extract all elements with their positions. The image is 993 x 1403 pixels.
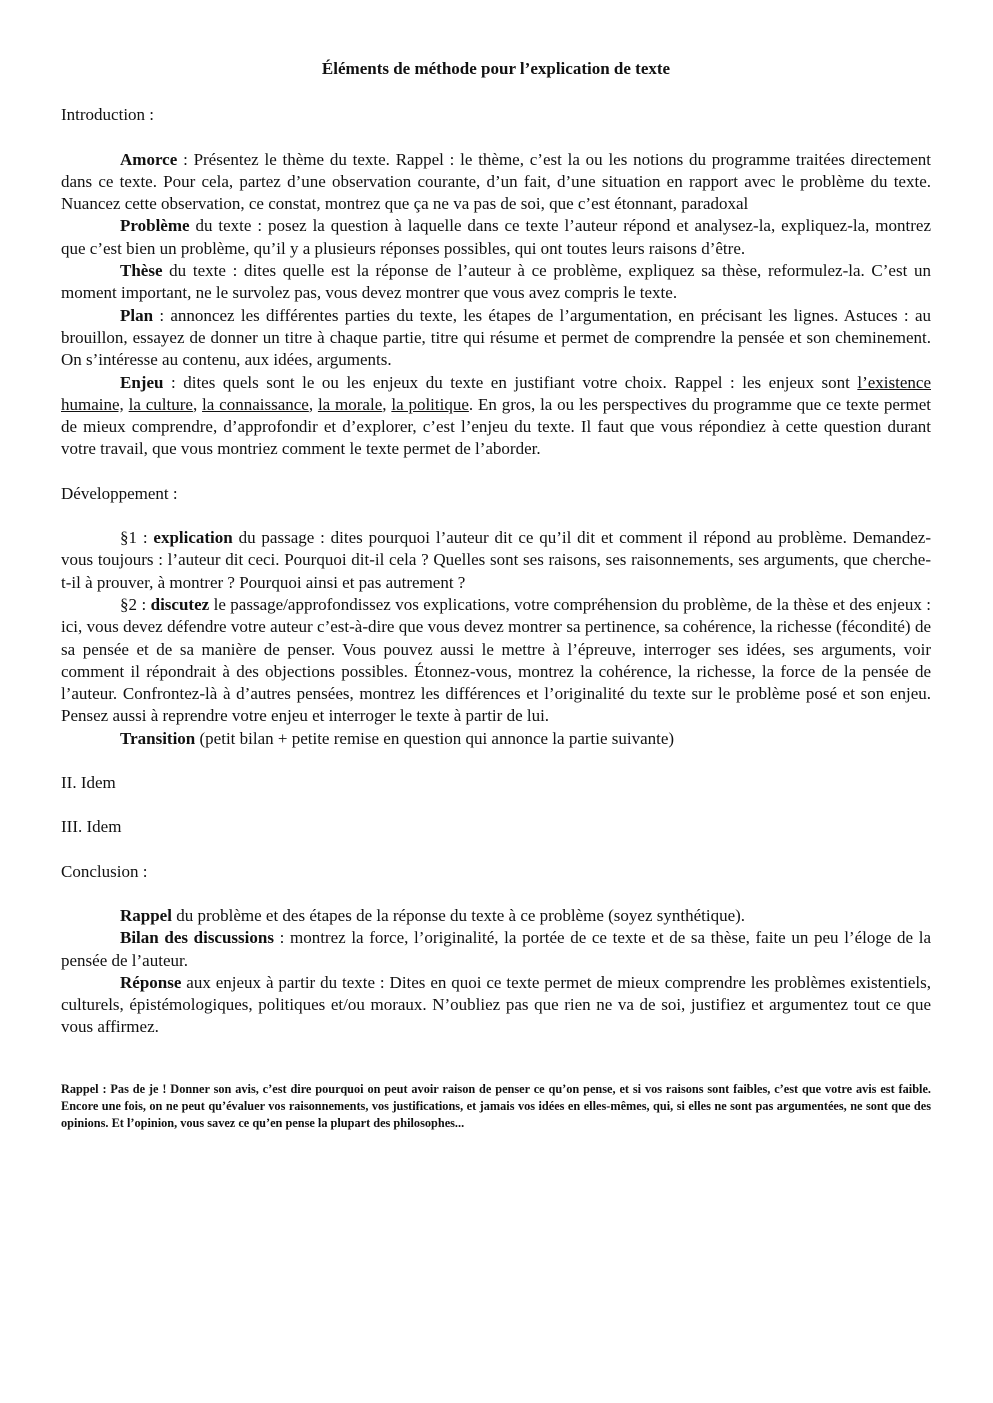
- rappel-text: du problème et des étapes de la réponse du texte à ce problème (soyez synthétique).: [171, 905, 746, 925]
- amorce-term: Amorce: [120, 149, 178, 169]
- enjeu-link-culture: la culture: [128, 394, 193, 414]
- reponse-paragraph: [61, 972, 931, 1039]
- bilan-text: : montrez la force, l’originalité, la portée de ce texte et de sa thèse, faite un peu l’éloge de la pensée de l’auteur.: [61, 928, 931, 970]
- developpement-section: [61, 527, 931, 750]
- explication-text: du passage : dites pourquoi l’auteur dit ce qu’il dit et comment il répond au problème. Demandez-vous toujours : l’auteur dit ceci. Pourquoi dit-il cela ? Quelles sont ses raisons, ses raisonnements, ses arguments, que cherche-t-il à prouver, à montrer ? Pourquoi ainsi et pas autrement ?: [61, 528, 931, 592]
- part-two-heading: II. Idem: [61, 773, 116, 793]
- bilan-term: Bilan des discussions: [120, 928, 274, 948]
- transition-term: Transition: [120, 728, 196, 748]
- paragraph-number: §2 :: [120, 594, 151, 614]
- rappel-term: Rappel: [120, 905, 172, 925]
- transition-paragraph: [61, 728, 931, 750]
- document-page: [61, 58, 931, 1132]
- these-text: du texte : dites quelle est la réponse de l’auteur à ce problème, expliquez sa thèse, reformulez-la. C’est un moment important, ne le survolez pas, vous devez montrer que vous avez compris le texte.: [61, 261, 931, 303]
- separator: ,: [382, 394, 392, 414]
- probleme-paragraph: [61, 215, 931, 260]
- enjeu-link-existence: l’existence humaine,: [61, 372, 931, 414]
- amorce-text: : Présentez le thème du texte. Rappel : le thème, c’est la ou les notions du programme traitées directement dans ce texte. Pour cela, partez d’une observation courante, d’un fait, d’une situation en rapport avec le problème du texte. Nuancez cette observation, ce constat, montrez que ça ne va pas de soi, que c’est étonnant, paradoxal: [61, 149, 931, 214]
- explication-term: explication: [153, 528, 233, 548]
- enjeu-link-connaissance: la connaissance: [202, 394, 309, 414]
- introduction-heading: Introduction :: [61, 105, 155, 125]
- separator: ,: [308, 394, 318, 414]
- bilan-paragraph: [61, 927, 931, 972]
- reponse-term: Réponse: [120, 972, 182, 992]
- part-three-heading: III. Idem: [61, 817, 122, 837]
- amorce-paragraph: [61, 149, 931, 216]
- plan-text: : annoncez les différentes parties du texte, les étapes de l’argumentation, en précisant les lignes. Astuces : au brouillon, essayez de donner un titre à chaque partie, titre qui résume et permet de comprendre la pensée et son cheminement. On s’intéresse au contenu, aux idées, arguments.: [61, 305, 931, 370]
- enjeu-paragraph: [61, 372, 931, 461]
- these-term: Thèse: [120, 261, 163, 281]
- introduction-section: [61, 149, 931, 461]
- conclusion-section: [61, 905, 931, 1039]
- discutez-paragraph: [61, 594, 931, 728]
- rappel-paragraph: [61, 905, 931, 927]
- reponse-text: aux enjeux à partir du texte : Dites en quoi ce texte permet de mieux comprendre les problèmes existentiels, culturels, épistémologiques, politiques et/ou moraux. N’oubliez pas que rien ne va de soi, justifiez et argumentez tout ce que vous affirmez.: [61, 972, 931, 1037]
- transition-text: (petit bilan + petite remise en question qui annonce la partie suivante): [195, 728, 675, 748]
- probleme-text: du texte : posez la question à laquelle dans ce texte l’auteur répond et analysez-la, expliquez-la, montrez que c’est bien un problème, qu’il y a plusieurs réponses possibles, qui ont toutes leurs raisons d’être.: [61, 216, 931, 258]
- discutez-term: discutez: [150, 594, 210, 614]
- enjeu-text-before: : dites quels sont le ou les enjeux du texte en justifiant votre choix. Rappel : les enjeux sont: [163, 372, 858, 392]
- discutez-text: le passage/approfondissez vos explications, votre compréhension du problème, de la thèse et des enjeux : ici, vous devez défendre votre auteur c’est-à-dire que vous devez montrer sa pertinence, sa cohérence, la richesse (fécondité) de sa pensée et de sa manière de penser. Vous pouvez aussi le mettre à l’épreuve, interroger ses idées, ses arguments, voir comment il répondrait à des objections possibles. Étonnez-vous, montrez la cohérence, la richesse, la force de la pensée de l’auteur. Confrontez-là à d’autres pensées, montrez les différences et l’originalité du texte sur le problème posé et son enjeu. Pensez aussi à reprendre votre enjeu et interroger le texte à partir de lui.: [61, 594, 931, 726]
- paragraph-number: §1 :: [120, 528, 154, 548]
- these-paragraph: [61, 260, 931, 305]
- probleme-term: Problème: [120, 216, 190, 236]
- enjeu-text-after: . En gros, la ou les perspectives du programme que ce texte permet de mieux comprendre, d’approfondir et d’explorer, c’est l’enjeu du texte. Il faut que vous répondiez à cette question durant votre travail, que vous montriez comment le texte permet de l’aborder.: [61, 394, 932, 459]
- plan-paragraph: [61, 305, 931, 372]
- plan-term: Plan: [120, 305, 154, 325]
- document-title: Éléments de méthode pour l’explication de texte: [321, 59, 671, 78]
- conclusion-heading: Conclusion :: [61, 861, 148, 881]
- enjeu-link-morale: la morale: [317, 394, 383, 414]
- explication-paragraph: [61, 527, 931, 594]
- enjeu-link-politique: la politique: [391, 394, 469, 414]
- separator: ,: [192, 394, 203, 414]
- enjeu-term: Enjeu: [120, 372, 164, 392]
- developpement-heading: Développement :: [61, 483, 178, 503]
- footnote-reminder: Rappel : Pas de je ! Donner son avis, c’est dire pourquoi on peut avoir raison de penser ce qu’on pense, et si vos raisons sont faibles, c’est que votre avis est faible. Encore une fois, on ne peut qu’évaluer vos raisonnements, vos justifications, et jamais vos idées en elles-mêmes, qui, si elles ne sont pas argumentées, ne sont que des opinions. Et l’opinion, vous savez ce qu’en pense la plupart des philosophes...: [61, 1081, 931, 1130]
